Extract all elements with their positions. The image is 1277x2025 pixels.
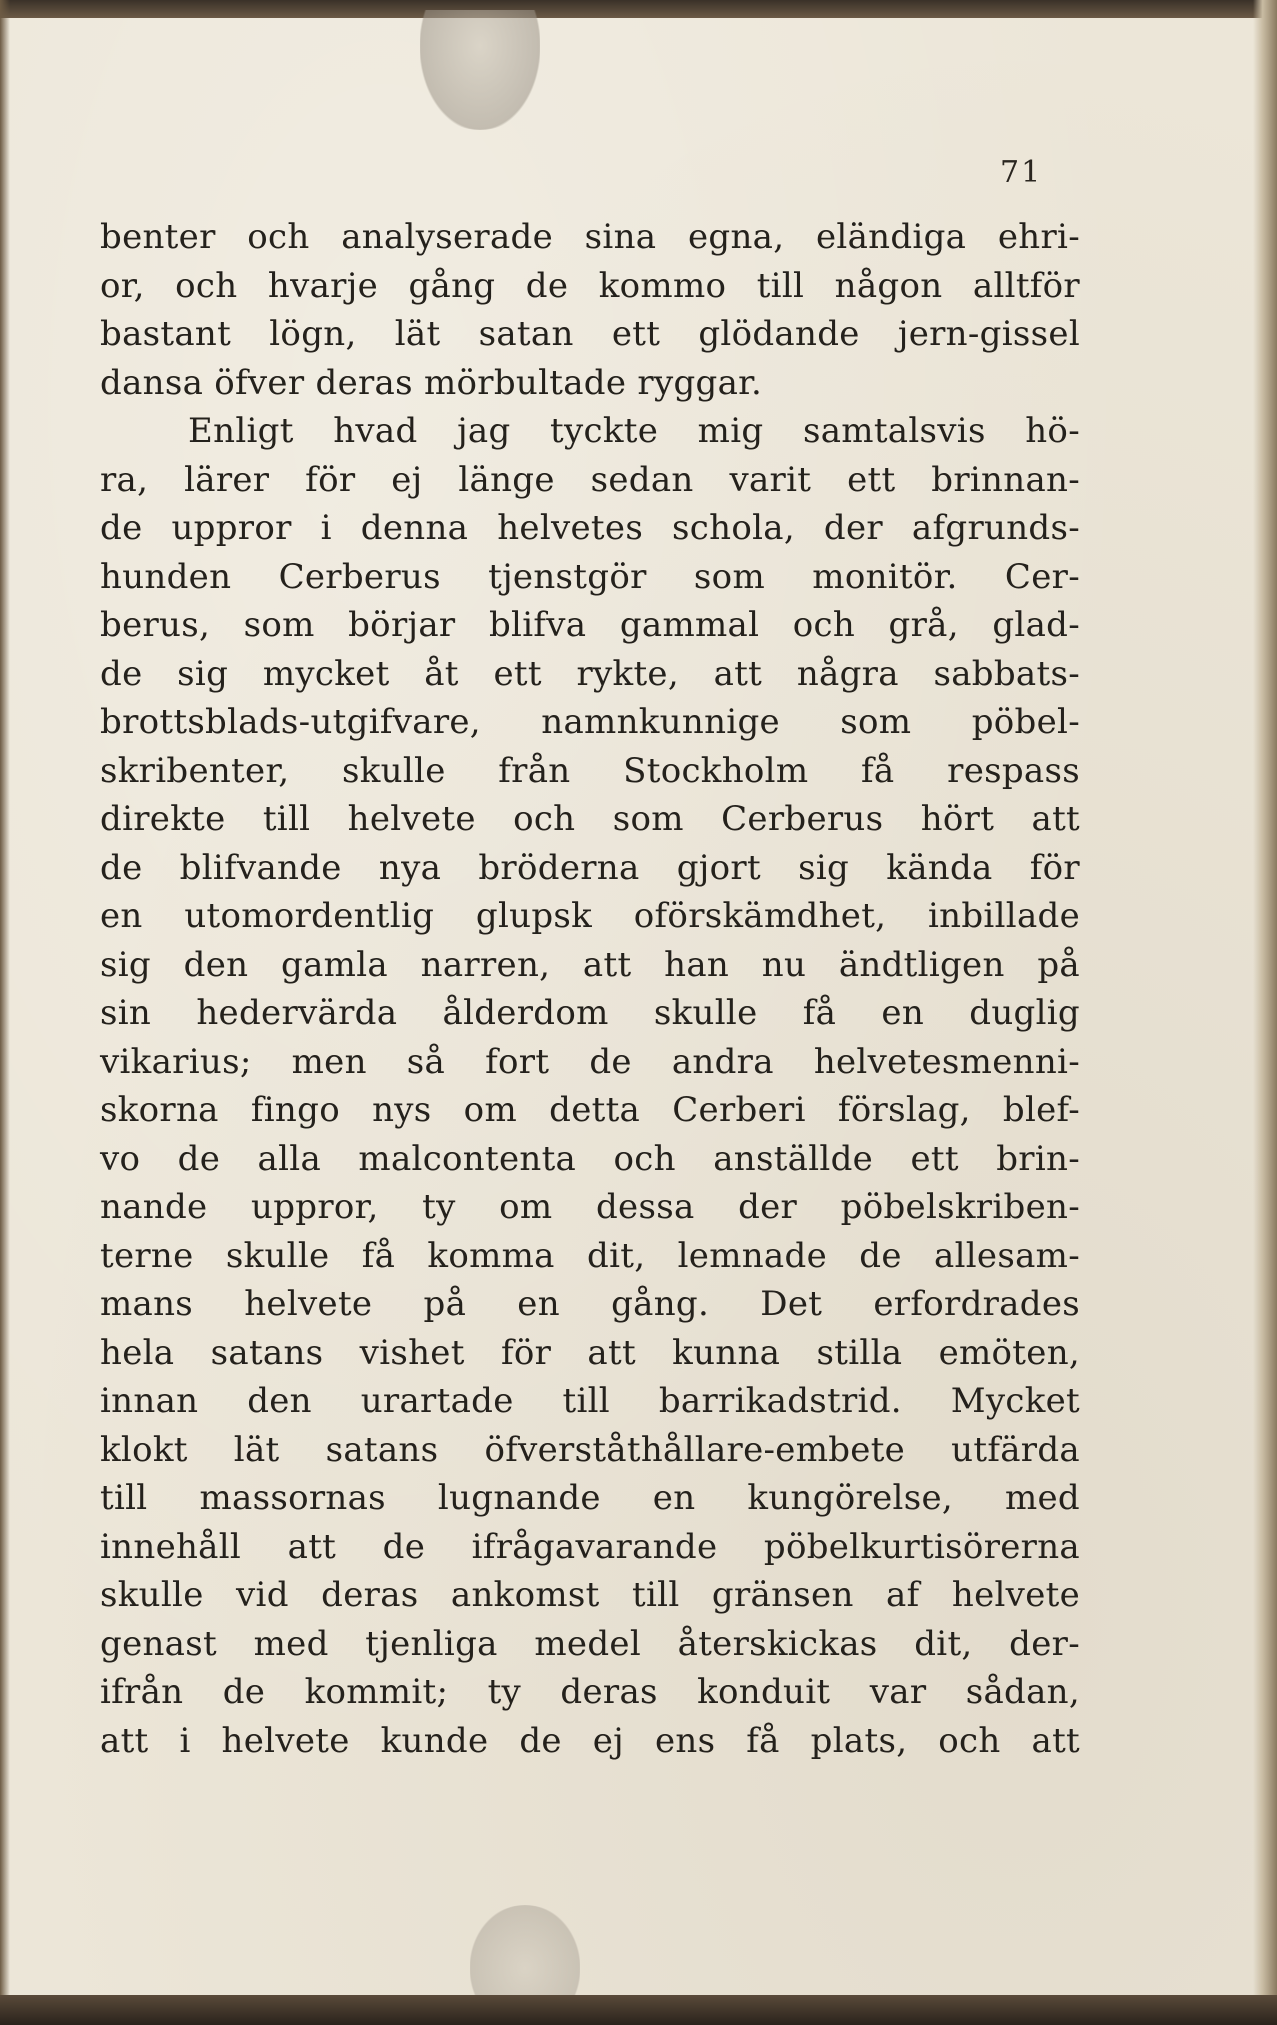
text-line: innehåll att de ifrågavarande pöbelkurtisörerna — [100, 1526, 1080, 1567]
text-line: hunden Cerberus tjenstgör som monitör. Cer- — [100, 556, 1080, 597]
page-right-edge — [1253, 0, 1277, 2025]
page-left-edge — [0, 0, 10, 2025]
text-line: sin hedervärda ålderdom skulle få en duglig — [100, 993, 1080, 1033]
text-line: de sig mycket åt ett rykte, att några sabbats- — [100, 653, 1080, 694]
text-line: mans helvete på en gång. Det erfordrades — [100, 1284, 1080, 1324]
text-line: skulle vid deras ankomst till gränsen af helvete — [100, 1575, 1080, 1615]
text-line: innan den urartade till barrikadstrid. Mycket — [100, 1381, 1080, 1421]
page-bottom-edge — [0, 1995, 1277, 2025]
text-line: berus, som börjar blifva gammal och grå, glad- — [100, 605, 1080, 645]
text-line: skorna fingo nys om detta Cerberi förslag, blef- — [100, 1090, 1080, 1130]
text-line: vikarius; men så fort de andra helvetesmenni- — [100, 1041, 1080, 1082]
text-line: de uppror i denna helvetes schola, der afgrunds- — [100, 508, 1080, 548]
text-line: ra, lärer för ej länge sedan varit ett brinnan- — [100, 459, 1080, 500]
binding-hole-top — [420, 10, 540, 130]
text-line: skribenter, skulle från Stockholm få respass — [100, 750, 1080, 791]
text-line: bastant lögn, lät satan ett glödande jern-gissel — [100, 314, 1080, 354]
text-line: or, och hvarje gång de kommo till någon alltför — [100, 265, 1080, 306]
text-line: Enligt hvad jag tyckte mig samtalsvis hö- — [188, 411, 1080, 451]
text-line: att i helvete kunde de ej ens få plats, och att — [100, 1720, 1080, 1761]
page-number: 71 — [1000, 155, 1043, 190]
text-line: hela satans vishet för att kunna stilla emöten, — [100, 1332, 1080, 1373]
text-line: ifrån de kommit; ty deras konduit var sådan, — [100, 1672, 1080, 1712]
page-top-edge — [0, 0, 1277, 18]
text-line: klokt lät satans öfverståthållare-embete utfärda — [100, 1429, 1080, 1470]
text-line: genast med tjenliga medel återskickas dit, der- — [100, 1623, 1080, 1664]
text-line: benter och analyserade sina egna, eländiga ehri- — [100, 217, 1080, 257]
text-line: dansa öfver deras mörbultade ryggar. — [100, 362, 763, 403]
text-line: sig den gamla narren, att han nu ändtligen på — [100, 944, 1080, 985]
text-line: direkte till helvete och som Cerberus hört att — [100, 799, 1080, 839]
text-line: en utomordentlig glupsk oförskämdhet, inbillade — [100, 896, 1080, 936]
text-line: terne skulle få komma dit, lemnade de allesam- — [100, 1235, 1080, 1276]
binding-hole-bottom — [470, 1905, 580, 1995]
text-line: vo de alla malcontenta och anställde ett brin- — [100, 1138, 1080, 1179]
text-line: till massornas lugnande en kungörelse, med — [100, 1478, 1080, 1518]
text-line: de blifvande nya bröderna gjort sig kända för — [100, 847, 1080, 888]
text-line: nande uppror, ty om dessa der pöbelskriben- — [100, 1187, 1080, 1227]
body-text — [100, 213, 1080, 1765]
text-line: brottsblads-utgifvare, namnkunnige som pöbel- — [100, 702, 1080, 742]
